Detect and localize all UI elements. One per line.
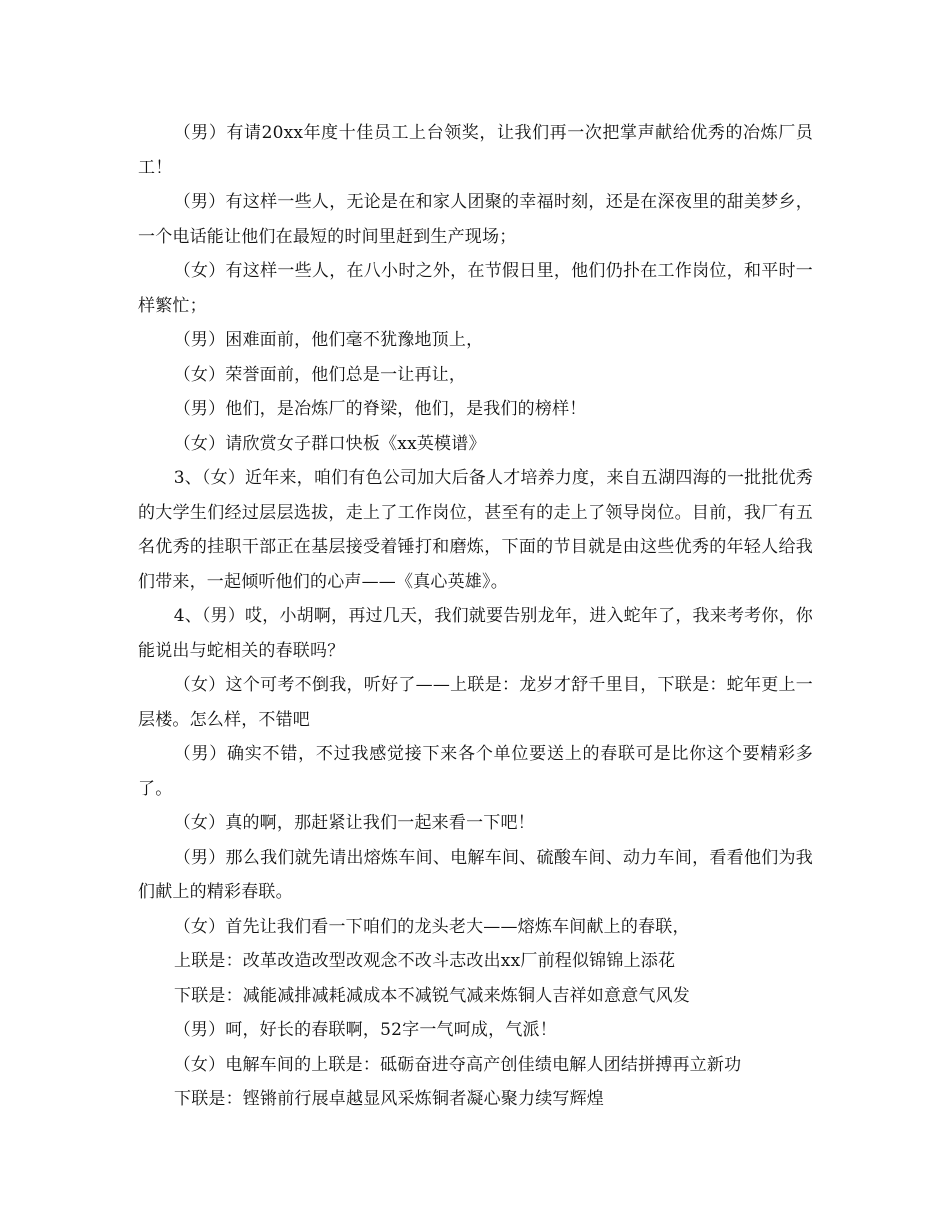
paragraph: （女）这个可考不倒我，听好了——上联是：龙岁才舒千里目，下联是：蛇年更上一层楼。怎么样，不错吧: [138, 675, 813, 730]
paragraph: （女）荣誉面前，他们总是一让再让，: [173, 364, 467, 385]
paragraph: （男）困难面前，他们毫不犹豫地顶上，: [173, 330, 484, 350]
paragraph: （女）有这样一些人，在八小时之外，在节假日里，他们仍扑在工作岗位，和平时一样繁忙；: [138, 261, 813, 316]
paragraph: 4、（男）哎，小胡啊，再过几天，我们就要告别龙年，进入蛇年了，我来考考你，你能说出与蛇相关的春联吗？: [138, 606, 813, 661]
paragraph: （男）呵，好长的春联啊，52字一气呵成，气派！: [173, 1020, 557, 1040]
paragraph: （女）真的啊，那赶紧让我们一起来看一下吧！: [173, 813, 535, 833]
paragraph: （女）请欣赏女子群口快板《xx英模谱》: [173, 433, 486, 454]
document-body: [138, 116, 813, 1117]
paragraph: （男）他们，是冶炼厂的脊梁，他们，是我们的榜样！: [173, 399, 587, 419]
paragraph: 3、（女）近年来，咱们有色公司加大后备人才培养力度，来自五湖四海的一批批优秀的大学生们经过层层选拔，走上了工作岗位，甚至有的走上了领导岗位。目前，我厂有五名优秀的挂职干部正在基层接受着锤打和磨炼，下面的节目就是由这些优秀的年轻人给我们带来，一起倾听他们的心声——《真心英雄》。: [138, 468, 813, 592]
couplet-line: 上联是：改革改造改型改观念不改斗志改出xx厂前程似锦锦上添花: [174, 951, 676, 971]
paragraph: （男）有这样一些人，无论是在和家人团聚的幸福时刻，还是在深夜里的甜美梦乡，一个电话能让他们在最短的时间里赶到生产现场；: [138, 192, 813, 247]
couplet-line: 下联是：减能减排减耗减成本不减锐气减来炼铜人吉祥如意意气风发: [174, 985, 690, 1006]
paragraph: （男）那么我们就先请出熔炼车间、电解车间、硫酸车间、动力车间，看看他们为我们献上的精彩春联。: [138, 847, 813, 902]
paragraph: （男）有请20xx年度十佳员工上台领奖，让我们再一次把掌声献给优秀的冶炼厂员工！: [138, 123, 813, 178]
paragraph: （女）首先让我们看一下咱们的龙头老大——熔炼车间献上的春联，: [173, 916, 690, 937]
couplet-line: 下联是：铿锵前行展卓越显风采炼铜者凝心聚力续写辉煌: [174, 1089, 604, 1109]
paragraph: （男）确实不错，不过我感觉接下来各个单位要送上的春联可是比你这个要精彩多了。: [138, 744, 813, 799]
paragraph: （女）电解车间的上联是：砥砺奋进夺高产创佳绩电解人团结拼搏再立新功: [173, 1054, 742, 1075]
